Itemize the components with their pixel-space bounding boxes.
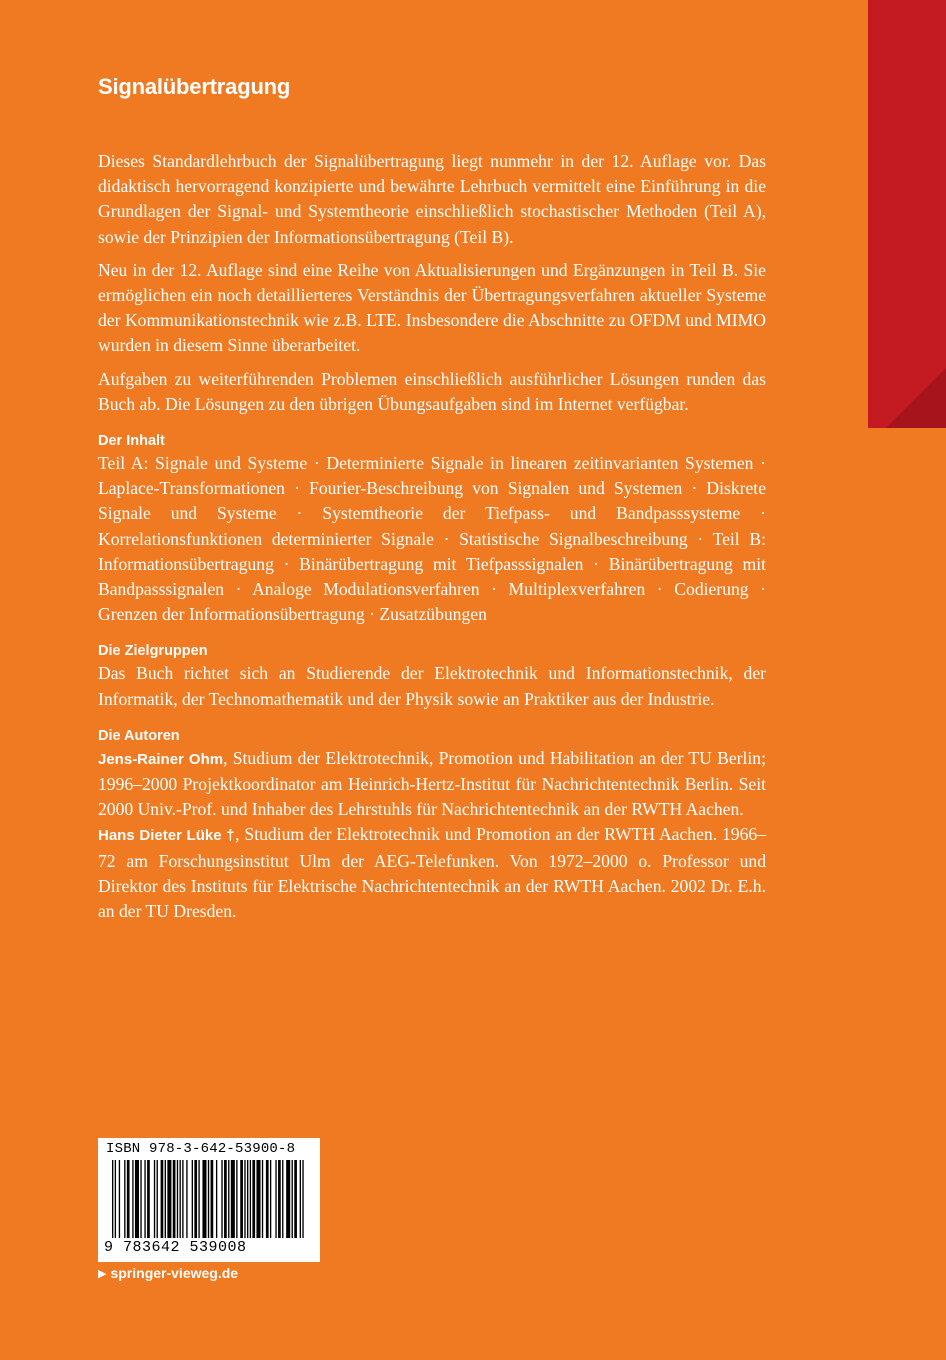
- red-corner-band: [868, 0, 946, 428]
- band-fold-shading: [868, 368, 946, 428]
- authors-heading: Die Autoren: [98, 727, 180, 744]
- intro-paragraph-2: Neu in der 12. Auflage sind eine Reihe von Aktualisierungen und Ergänzungen in Teil B. Sie ermöglichen ein noch detaillierteres Verständnis der Übertragungsverfahren aktueller Systeme der Kommunikationstechnik wie z.B. LTE. Insbesondere die Abschnitte zu OFDM und MIMO wurden in diesem Sinne überarbeitet.: [98, 259, 766, 356]
- book-title: Signalübertragung: [98, 74, 291, 99]
- audience-heading: Die Zielgruppen: [98, 643, 208, 660]
- author-name: Hans Dieter Lüke †: [98, 827, 236, 845]
- author-entry: [98, 746, 766, 823]
- contents-text: Teil A: Signale und Systeme · Determinierte Signale in linearen zeitinvarianten Systemen · Laplace-Transformationen · Fourier-Beschreibung von Signalen und Systemen · Diskrete Signale und Systeme · Systemtheorie der Tiefpass- und Bandpasssysteme · Korrelationsfunktionen determinierter Signale · Statistische Signalbeschreibung · Teil B: Informationsübertragung · Binärübertragung mit Tiefpasssignalen · Binärübertragung mit Bandpasssignalen · Analoge Modulationsverfahren · Multiplexverfahren · Codierung · Grenzen der Informationsübertragung · Zusatzübungen: [98, 453, 766, 625]
- publisher-url: springer-vieweg.de: [110, 1265, 239, 1281]
- ean-digits: 9 783642 539008: [104, 1239, 247, 1256]
- author-bio: , Studium der Elektrotechnik und Promotion an der RWTH Aachen. 1966–72 am Forschungsinstitut Ulm der AEG-Telefunken. Von 1972–2000 o. Professor und Direktor des Instituts für Elektrische Nachrichtentechnik an der RWTH Aachen. 2002 Dr. E.h. an der TU Dresden.: [98, 824, 766, 922]
- author-name: Jens-Rainer Ohm: [98, 750, 224, 768]
- author-entry: [98, 822, 766, 924]
- barcode-bars: [106, 1160, 312, 1240]
- arrow-right-icon: ▶: [98, 1268, 107, 1280]
- isbn-barcode: [98, 1138, 320, 1262]
- publisher-link[interactable]: [98, 1265, 238, 1281]
- intro-paragraph-1: Dieses Standardlehrbuch der Signalübertragung liegt nunmehr in der 12. Auflage vor. Das didaktisch hervorragend konzipierte und bewährte Lehrbuch vermittelt eine Einführung in die Grundlagen der Signal- und Systemtheorie einschließlich stochastischer Methoden (Teil A), sowie der Prinzipien der Informationsübertragung (Teil B).: [98, 151, 766, 247]
- back-cover-text: [98, 149, 766, 932]
- isbn-label: ISBN 978-3-642-53900-8: [106, 1141, 296, 1157]
- author-bio: , Studium der Elektrotechnik, Promotion und Habilitation an der TU Berlin; 1996–2000 Projektkoordinator am Heinrich-Hertz-Institut für Nachrichtentechnik Berlin. Seit 2000 Univ.-Prof. und Inhaber des Lehrstuhls für Nachrichtentechnik an der RWTH Aachen.: [98, 747, 766, 820]
- audience-text: Das Buch richtet sich an Studierende der Elektrotechnik und Informationstechnik, der Informatik, der Technomathematik und der Physik sowie an Praktiker aus der Industrie.: [98, 663, 766, 709]
- intro-paragraph-3: Aufgaben zu weiterführenden Problemen einschließlich ausführlicher Lösungen runden das Buch ab. Die Lösungen zu den übrigen Übungsaufgaben sind im Internet verfügbar.: [98, 368, 766, 414]
- contents-heading: Der Inhalt: [98, 433, 165, 450]
